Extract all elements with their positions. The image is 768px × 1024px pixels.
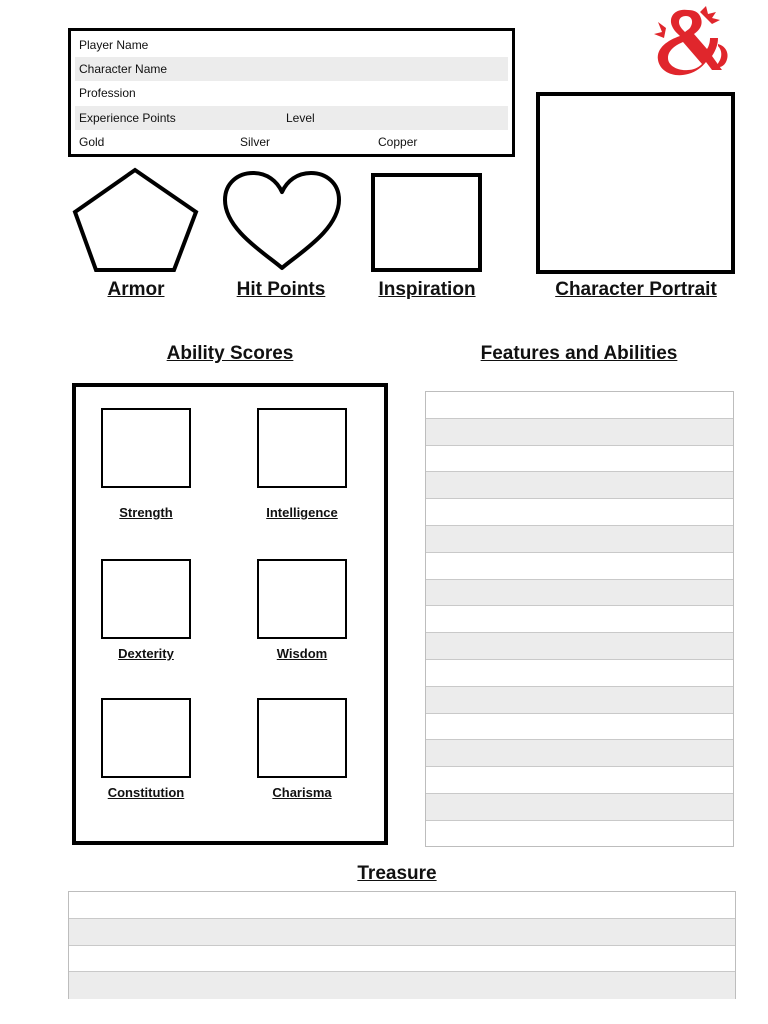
character-info-box <box>68 28 515 157</box>
features-line[interactable] <box>426 392 733 419</box>
features-line[interactable] <box>426 580 733 607</box>
features-line[interactable] <box>426 767 733 794</box>
features-line[interactable] <box>426 499 733 526</box>
features-line[interactable] <box>426 553 733 580</box>
features-line[interactable] <box>426 606 733 633</box>
strength-score-box[interactable] <box>101 408 191 488</box>
treasure-line[interactable] <box>69 892 735 919</box>
dexterity-label: Dexterity <box>118 646 174 661</box>
ability-scores-panel <box>72 383 388 845</box>
treasure-line[interactable] <box>69 919 735 946</box>
features-line[interactable] <box>426 660 733 687</box>
treasure-line[interactable] <box>69 972 735 999</box>
ampersand-dragon-logo-icon <box>648 4 732 80</box>
charisma-score-box[interactable] <box>257 698 347 778</box>
charisma-label: Charisma <box>272 785 332 800</box>
experience-level-row[interactable] <box>75 106 508 130</box>
player-name-label: Player Name <box>79 38 149 52</box>
copper-label: Copper <box>378 135 418 149</box>
features-line[interactable] <box>426 472 733 499</box>
features-line[interactable] <box>426 633 733 660</box>
profession-label: Profession <box>79 86 136 100</box>
features-line[interactable] <box>426 526 733 553</box>
features-line[interactable] <box>426 821 733 848</box>
features-line[interactable] <box>426 446 733 473</box>
player-name-row[interactable] <box>75 33 508 57</box>
features-line[interactable] <box>426 794 733 821</box>
character-name-label: Character Name <box>79 62 168 76</box>
character-portrait-label: Character Portrait <box>555 279 717 300</box>
wisdom-label: Wisdom <box>276 646 328 661</box>
hit-points-heart-icon[interactable] <box>222 170 342 272</box>
silver-label: Silver <box>240 135 271 149</box>
ability-scores-heading: Ability Scores <box>166 343 294 364</box>
armor-pentagon-icon[interactable] <box>72 166 200 274</box>
treasure-heading: Treasure <box>357 863 437 884</box>
experience-points-label: Experience Points <box>79 111 176 125</box>
treasure-lines <box>68 891 736 999</box>
intelligence-score-box[interactable] <box>257 408 347 488</box>
gold-label: Gold <box>79 135 105 149</box>
strength-label: Strength <box>119 505 173 520</box>
features-line[interactable] <box>426 740 733 767</box>
character-portrait-box[interactable] <box>536 92 735 274</box>
features-heading: Features and Abilities <box>480 343 678 364</box>
currency-row[interactable] <box>75 130 508 154</box>
features-lines <box>425 391 734 847</box>
constitution-score-box[interactable] <box>101 698 191 778</box>
features-line[interactable] <box>426 687 733 714</box>
features-line[interactable] <box>426 714 733 741</box>
inspiration-label: Inspiration <box>378 279 476 300</box>
treasure-line[interactable] <box>69 946 735 973</box>
armor-label: Armor <box>107 279 165 300</box>
constitution-label: Constitution <box>107 785 185 800</box>
intelligence-label: Intelligence <box>266 505 338 520</box>
inspiration-box[interactable] <box>371 173 482 272</box>
hit-points-label: Hit Points <box>236 279 326 300</box>
profession-row[interactable] <box>75 81 508 105</box>
character-name-row[interactable] <box>75 57 508 81</box>
level-label: Level <box>286 111 315 125</box>
dexterity-score-box[interactable] <box>101 559 191 639</box>
wisdom-score-box[interactable] <box>257 559 347 639</box>
features-line[interactable] <box>426 419 733 446</box>
